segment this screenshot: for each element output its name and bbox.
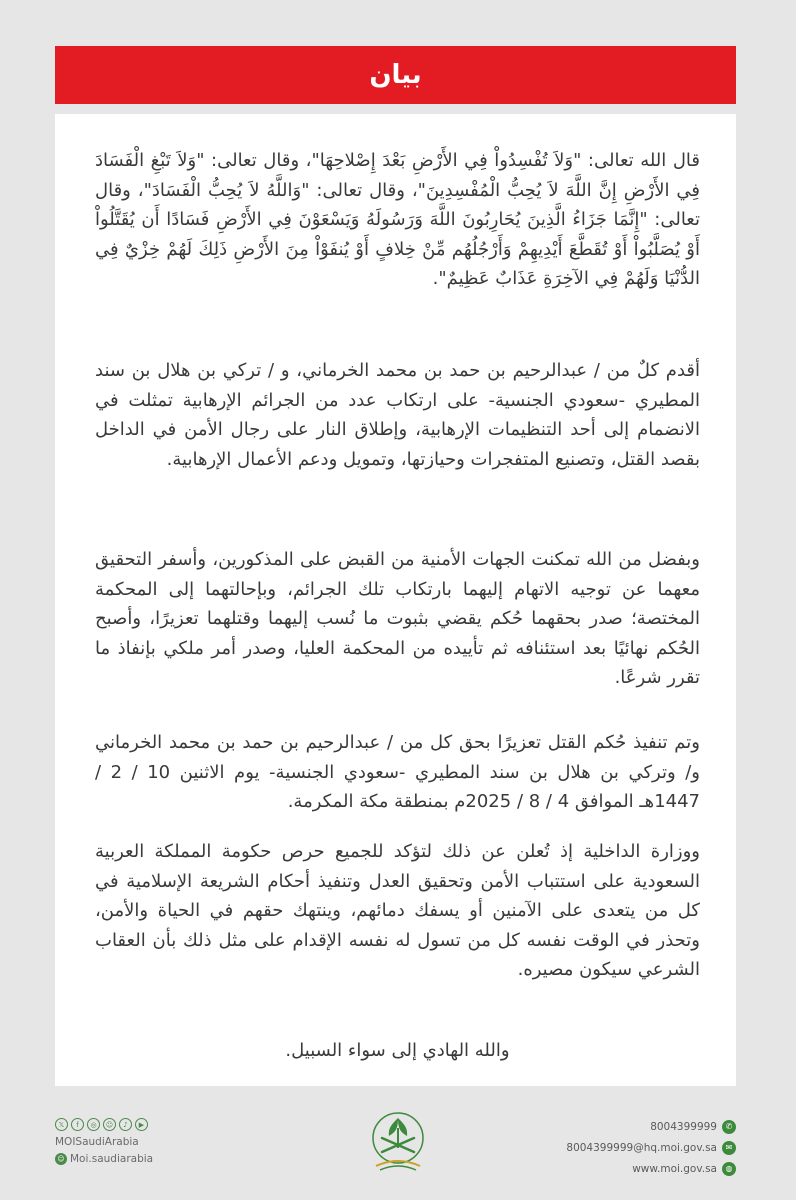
closing-text: والله الهادي إلى سواء السبيل. [285, 1040, 510, 1061]
statement-card [55, 114, 736, 1086]
paragraph-arrest [95, 545, 700, 693]
contact-info [566, 1116, 736, 1179]
handle-primary-text: MOISaudiArabia [55, 1136, 139, 1148]
paragraph-execution [95, 728, 700, 817]
snapchat-icon[interactable]: ☺ [103, 1118, 116, 1131]
statement-banner [55, 46, 736, 104]
verses-text: قال الله تعالى: "وَلاَ تُفْسِدُواْ فِي الأَرْضِ بَعْدَ إِصْلاحِهَا"، وقال تعالى: "وَلاَ تَبْغِ الْفَسَادَ فِي الأَرْضِ إِنَّ اللَّهَ لاَ يُحِبُّ الْمُفْسِدِينَ"، وقال تعالى: "وَاللَّهُ لاَ يُحِبُّ الْفَسَادَ"، وقال تعالى: "إِنَّمَا جَزَاءُ الَّذِينَ يُحَارِبُونَ اللَّهَ وَرَسُولَهُ وَيَسْعَوْنَ فِي الأَرْضِ فَسَادًا أَن يُقَتَّلُواْ أَوْ يُصَلَّبُواْ أَوْ تُقَطَّعَ أَيْدِيهِمْ وَأَرْجُلُهُم مِّنْ خِلافٍ أَوْ يُنفَوْاْ مِنَ الأَرْضِ ذَلِكَ لَهُمْ خِزْيٌ فِي الدُّنْيَا وَلَهُمْ فِي الآخِرَةِ عَذَابٌ عَظِيمٌ". [95, 150, 700, 289]
phone-row[interactable] [566, 1116, 736, 1137]
paragraph-crimes-text: أقدم كلٌ من / عبدالرحيم بن حمد بن محمد الخرماني، و / تركي بن هلال بن سند المطيري -سعودي الجنسية- على ارتكاب عدد من الجرائم الإرهابية تمثلت في الانضمام إلى أحد التنظيمات الإرهابية، وإطلاق النار على رجال الأمن في الداخل بقصد القتل، وتصنيع المتفجرات وحيازتها، وتمويل ودعم الأعمال الإرهابية. [95, 360, 700, 470]
closing-line [95, 1036, 700, 1066]
paragraph-execution-text: وتم تنفيذ حُكم القتل تعزيرًا بحق كل من / عبدالرحيم بن حمد بن محمد الخرماني و/ وتركي بن هلال بن سند المطيري -سعودي الجنسية- يوم الاثنين 10 / 2 / 1447هـ الموافق 4 / 8 / 2025م بمنطقة مكة المكرمة. [95, 732, 700, 812]
email-text: 8004399999@hq.moi.gov.sa [566, 1141, 717, 1154]
tiktok-icon[interactable]: ♪ [119, 1118, 132, 1131]
handle-secondary-text: Moi.saudiarabia [70, 1153, 154, 1165]
globe-icon: ◍ [722, 1162, 736, 1176]
website-row[interactable] [566, 1158, 736, 1179]
phone-text: 8004399999 [650, 1120, 717, 1133]
paragraph-arrest-text: وبفضل من الله تمكنت الجهات الأمنية من القبض على المذكورين، وأسفر التحقيق معهما عن توجيه الاتهام إليهما بارتكاب تلك الجرائم، وبإحالتهما إلى المحكمة المختصة؛ صدر بحقهما حُكم يقضي بثبوت ما نُسب إليهما وقتلهما تعزيرًا، وأصبح الحُكم نهائيًا بعد استئنافه ثم تأييده من المحكمة العليا، وصدر أمر ملكي بإنفاذ ما تقرر شرعًا. [95, 549, 700, 688]
snapchat-ghost-icon: ☺ [55, 1153, 67, 1165]
facebook-icon[interactable]: f [71, 1118, 84, 1131]
handle-primary[interactable] [55, 1135, 153, 1149]
x-icon[interactable]: 𝕏 [55, 1118, 68, 1131]
paragraph-crimes [95, 356, 700, 474]
phone-icon: ✆ [722, 1120, 736, 1134]
social-links [55, 1118, 153, 1166]
website-text: www.moi.gov.sa [632, 1162, 717, 1175]
social-icons-row [55, 1118, 153, 1131]
youtube-icon[interactable]: ▶ [135, 1118, 148, 1131]
email-icon: ✉ [722, 1141, 736, 1155]
handle-secondary[interactable] [55, 1152, 153, 1166]
email-row[interactable] [566, 1137, 736, 1158]
instagram-icon[interactable]: ◎ [87, 1118, 100, 1131]
paragraph-ministry-text: ووزارة الداخلية إذ تُعلن عن ذلك لتؤكد للجميع حرص حكومة المملكة العربية السعودية على استتباب الأمن وتحقيق العدل وتنفيذ أحكام الشريعة الإسلامية في كل من يتعدى على الآمنين أو يسفك دمائهم، وينتهك حقهم في الحياة والأمن، وتحذر في الوقت نفسه كل من تسول له نفسه الإقدام على مثل ذلك بأن العقاب الشرعي سيكون مصيره. [95, 841, 700, 980]
paragraph-ministry [95, 837, 700, 985]
quran-verses [95, 146, 700, 294]
saudi-emblem [362, 1108, 434, 1174]
banner-title: بيان [369, 60, 422, 90]
